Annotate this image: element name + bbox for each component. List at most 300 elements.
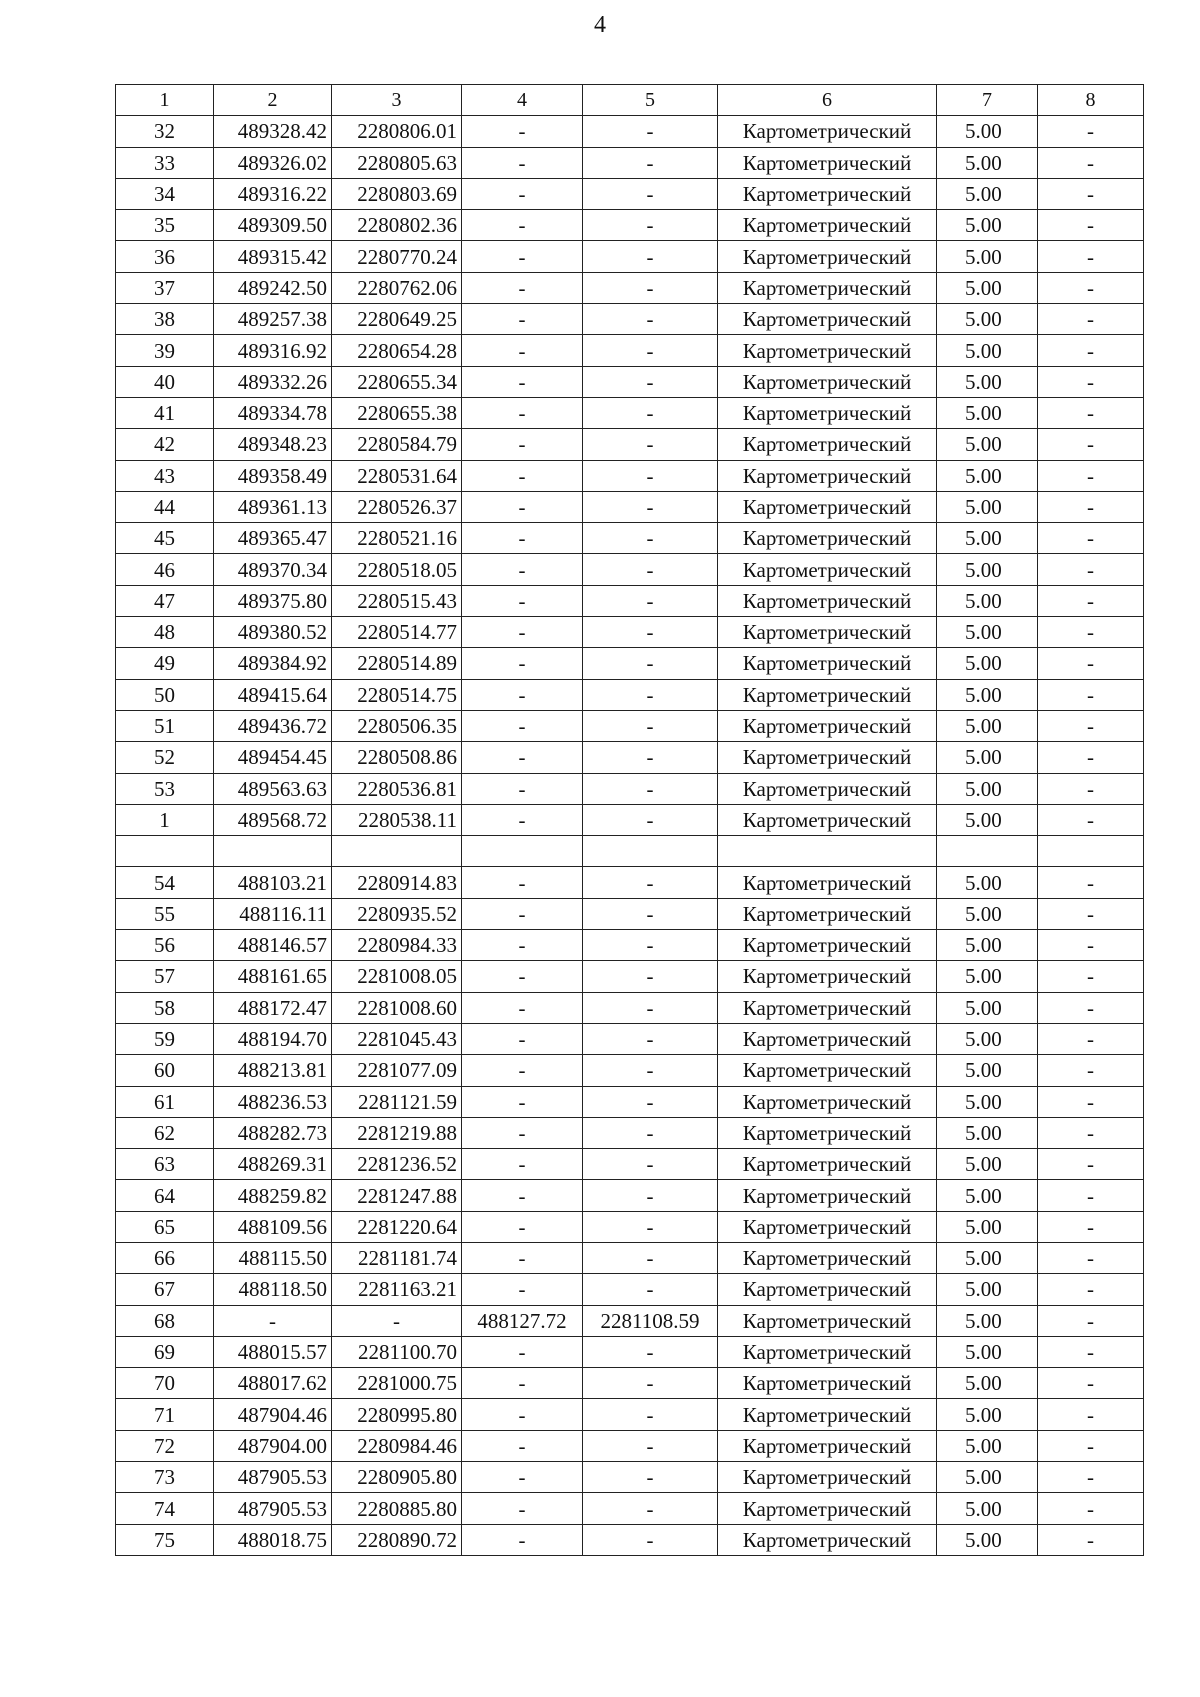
cell-y-new: - [583, 617, 718, 648]
cell-accuracy: 5.00 [937, 554, 1038, 585]
cell-accuracy: 5.00 [937, 1493, 1038, 1524]
cell-accuracy: 5.00 [937, 617, 1038, 648]
cell-x-coordinate: 488015.57 [214, 1336, 332, 1367]
cell-note: - [1038, 1242, 1144, 1273]
cell-note: - [1038, 147, 1144, 178]
cell-x-new: - [462, 397, 583, 428]
cell-x-new: - [462, 147, 583, 178]
cell-method: Картометрический [718, 1493, 937, 1524]
cell-x-coordinate: 488269.31 [214, 1149, 332, 1180]
cell-method: Картометрический [718, 491, 937, 522]
cell-x-coordinate: 489436.72 [214, 710, 332, 741]
cell-accuracy: 5.00 [937, 1180, 1038, 1211]
cell-y-coordinate: 2280984.46 [332, 1430, 462, 1461]
table-row [116, 1336, 1144, 1367]
cell-y-coordinate: 2280770.24 [332, 241, 462, 272]
cell-method: Картометрический [718, 554, 937, 585]
cell-note: - [1038, 1180, 1144, 1211]
cell-accuracy: 5.00 [937, 930, 1038, 961]
cell-y-coordinate: 2281000.75 [332, 1368, 462, 1399]
cell-y-new: - [583, 1462, 718, 1493]
cell-point-number: 57 [116, 961, 214, 992]
cell-note: - [1038, 1336, 1144, 1367]
cell-x-coordinate: 489365.47 [214, 523, 332, 554]
cell-accuracy: 5.00 [937, 585, 1038, 616]
cell-y-coordinate: 2280762.06 [332, 272, 462, 303]
cell-method: Картометрический [718, 1399, 937, 1430]
cell-point-number [116, 836, 214, 867]
cell-point-number: 50 [116, 679, 214, 710]
cell-method: Картометрический [718, 679, 937, 710]
cell-y-new: - [583, 1493, 718, 1524]
cell-y-coordinate: 2280514.89 [332, 648, 462, 679]
table-row [116, 1274, 1144, 1305]
cell-method: Картометрический [718, 1211, 937, 1242]
cell-x-coordinate: 489309.50 [214, 210, 332, 241]
cell-note: - [1038, 210, 1144, 241]
cell-method: Картометрический [718, 648, 937, 679]
cell-method: Картометрический [718, 773, 937, 804]
cell-y-new: - [583, 710, 718, 741]
table-row [116, 679, 1144, 710]
cell-x-new: - [462, 210, 583, 241]
cell-accuracy: 5.00 [937, 1368, 1038, 1399]
cell-method: Картометрический [718, 1305, 937, 1336]
cell-method: Картометрический [718, 210, 937, 241]
cell-point-number: 35 [116, 210, 214, 241]
cell-point-number: 45 [116, 523, 214, 554]
cell-x-coordinate: 489375.80 [214, 585, 332, 616]
cell-y-new: - [583, 241, 718, 272]
cell-x-new: - [462, 554, 583, 585]
cell-method: Картометрический [718, 1430, 937, 1461]
cell-y-coordinate: 2280805.63 [332, 147, 462, 178]
cell-y-new: - [583, 147, 718, 178]
cell-y-coordinate: 2280649.25 [332, 304, 462, 335]
cell-accuracy: 5.00 [937, 1149, 1038, 1180]
cell-point-number: 64 [116, 1180, 214, 1211]
cell-y-coordinate: 2280514.75 [332, 679, 462, 710]
cell-x-new [462, 836, 583, 867]
table-row [116, 710, 1144, 741]
cell-note: - [1038, 585, 1144, 616]
table-row-separator [116, 836, 1144, 867]
table-row [116, 272, 1144, 303]
cell-x-coordinate: 489454.45 [214, 742, 332, 773]
cell-y-coordinate: 2281181.74 [332, 1242, 462, 1273]
cell-method: Картометрический [718, 272, 937, 303]
cell-x-coordinate: 489358.49 [214, 460, 332, 491]
cell-note: - [1038, 617, 1144, 648]
cell-y-coordinate: 2281220.64 [332, 1211, 462, 1242]
cell-y-new: - [583, 397, 718, 428]
cell-x-new: - [462, 1023, 583, 1054]
cell-accuracy [937, 836, 1038, 867]
cell-y-new: - [583, 429, 718, 460]
cell-x-new: - [462, 585, 583, 616]
cell-method: Картометрический [718, 617, 937, 648]
cell-point-number: 52 [116, 742, 214, 773]
cell-method: Картометрический [718, 1336, 937, 1367]
cell-method: Картометрический [718, 1149, 937, 1180]
cell-note: - [1038, 648, 1144, 679]
cell-note: - [1038, 272, 1144, 303]
cell-y-new: - [583, 992, 718, 1023]
cell-y-new: - [583, 742, 718, 773]
cell-y-coordinate: 2280536.81 [332, 773, 462, 804]
cell-y-coordinate: 2280655.34 [332, 366, 462, 397]
cell-method: Картометрический [718, 241, 937, 272]
cell-point-number: 32 [116, 116, 214, 147]
cell-point-number: 70 [116, 1368, 214, 1399]
page-number: 4 [594, 12, 606, 38]
cell-y-coordinate: 2280584.79 [332, 429, 462, 460]
cell-point-number: 75 [116, 1524, 214, 1555]
cell-note: - [1038, 1524, 1144, 1555]
table-row [116, 1430, 1144, 1461]
cell-accuracy: 5.00 [937, 429, 1038, 460]
cell-y-new: - [583, 460, 718, 491]
cell-x-new: - [462, 617, 583, 648]
cell-accuracy: 5.00 [937, 867, 1038, 898]
cell-accuracy: 5.00 [937, 1023, 1038, 1054]
cell-method: Картометрический [718, 397, 937, 428]
cell-y-coordinate: 2280526.37 [332, 491, 462, 522]
cell-y-new: - [583, 898, 718, 929]
cell-y-new: 2281108.59 [583, 1305, 718, 1336]
cell-y-coordinate: 2281121.59 [332, 1086, 462, 1117]
cell-point-number: 46 [116, 554, 214, 585]
cell-point-number: 38 [116, 304, 214, 335]
cell-accuracy: 5.00 [937, 1430, 1038, 1461]
cell-x-coordinate: 488115.50 [214, 1242, 332, 1273]
cell-accuracy: 5.00 [937, 1336, 1038, 1367]
cell-note: - [1038, 804, 1144, 835]
cell-accuracy: 5.00 [937, 1117, 1038, 1148]
cell-note: - [1038, 710, 1144, 741]
cell-method: Картометрический [718, 429, 937, 460]
cell-point-number: 43 [116, 460, 214, 491]
cell-method: Картометрический [718, 178, 937, 209]
cell-x-new: - [462, 679, 583, 710]
cell-note: - [1038, 460, 1144, 491]
cell-y-coordinate: 2280905.80 [332, 1462, 462, 1493]
table-row [116, 773, 1144, 804]
cell-x-new: - [462, 1274, 583, 1305]
cell-note: - [1038, 742, 1144, 773]
cell-y-new: - [583, 304, 718, 335]
table-row [116, 1055, 1144, 1086]
table-row [116, 460, 1144, 491]
cell-y-coordinate: 2280803.69 [332, 178, 462, 209]
cell-note: - [1038, 1462, 1144, 1493]
cell-x-coordinate: 487904.00 [214, 1430, 332, 1461]
cell-point-number: 56 [116, 930, 214, 961]
cell-accuracy: 5.00 [937, 961, 1038, 992]
cell-x-coordinate: 487905.53 [214, 1493, 332, 1524]
cell-point-number: 54 [116, 867, 214, 898]
cell-x-coordinate: 488282.73 [214, 1117, 332, 1148]
table-row [116, 961, 1144, 992]
cell-x-coordinate: 489370.34 [214, 554, 332, 585]
coordinates-table [115, 84, 1144, 1556]
cell-x-coordinate: 488017.62 [214, 1368, 332, 1399]
cell-accuracy: 5.00 [937, 178, 1038, 209]
cell-note: - [1038, 241, 1144, 272]
cell-x-coordinate: 489384.92 [214, 648, 332, 679]
cell-x-new: - [462, 460, 583, 491]
cell-y-new: - [583, 585, 718, 616]
cell-accuracy: 5.00 [937, 898, 1038, 929]
cell-y-new: - [583, 1149, 718, 1180]
cell-y-new: - [583, 491, 718, 522]
cell-point-number: 63 [116, 1149, 214, 1180]
cell-y-coordinate: 2280984.33 [332, 930, 462, 961]
cell-point-number: 49 [116, 648, 214, 679]
table-row [116, 742, 1144, 773]
cell-accuracy: 5.00 [937, 648, 1038, 679]
cell-x-coordinate: 488161.65 [214, 961, 332, 992]
cell-x-new: - [462, 241, 583, 272]
table-header-row [116, 85, 1144, 116]
cell-y-coordinate: 2280806.01 [332, 116, 462, 147]
cell-method: Картометрический [718, 460, 937, 491]
table-row [116, 992, 1144, 1023]
cell-accuracy: 5.00 [937, 1086, 1038, 1117]
cell-y-coordinate: 2280654.28 [332, 335, 462, 366]
cell-x-coordinate: 489257.38 [214, 304, 332, 335]
cell-note: - [1038, 366, 1144, 397]
cell-y-coordinate: 2280802.36 [332, 210, 462, 241]
table-row [116, 1524, 1144, 1555]
cell-point-number: 61 [116, 1086, 214, 1117]
cell-x-coordinate: 488116.11 [214, 898, 332, 929]
cell-method: Картометрический [718, 1274, 937, 1305]
table-row [116, 617, 1144, 648]
cell-x-coordinate: 488236.53 [214, 1086, 332, 1117]
cell-x-new: - [462, 648, 583, 679]
cell-accuracy: 5.00 [937, 335, 1038, 366]
cell-x-new: - [462, 1055, 583, 1086]
cell-note: - [1038, 992, 1144, 1023]
cell-point-number: 36 [116, 241, 214, 272]
header-cell-6: 6 [718, 85, 937, 116]
header-cell-2: 2 [214, 85, 332, 116]
cell-y-new: - [583, 1086, 718, 1117]
cell-accuracy: 5.00 [937, 147, 1038, 178]
cell-note: - [1038, 491, 1144, 522]
cell-method: Картометрический [718, 898, 937, 929]
cell-x-coordinate: 488194.70 [214, 1023, 332, 1054]
cell-method: Картометрический [718, 1086, 937, 1117]
cell-x-coordinate: 489316.92 [214, 335, 332, 366]
table-row [116, 116, 1144, 147]
cell-y-new: - [583, 1336, 718, 1367]
table-row [116, 335, 1144, 366]
cell-x-new: 488127.72 [462, 1305, 583, 1336]
cell-x-new: - [462, 1149, 583, 1180]
cell-accuracy: 5.00 [937, 679, 1038, 710]
cell-y-coordinate: 2280531.64 [332, 460, 462, 491]
cell-y-coordinate: 2280935.52 [332, 898, 462, 929]
cell-x-coordinate: 488172.47 [214, 992, 332, 1023]
cell-x-new: - [462, 1180, 583, 1211]
cell-note: - [1038, 1430, 1144, 1461]
cell-y-coordinate: 2280914.83 [332, 867, 462, 898]
cell-x-coordinate: 488018.75 [214, 1524, 332, 1555]
cell-note: - [1038, 554, 1144, 585]
cell-x-coordinate: - [214, 1305, 332, 1336]
table-row [116, 1023, 1144, 1054]
cell-accuracy: 5.00 [937, 116, 1038, 147]
cell-method: Картометрический [718, 1242, 937, 1273]
cell-point-number: 59 [116, 1023, 214, 1054]
cell-y-coordinate: 2280514.77 [332, 617, 462, 648]
header-cell-3: 3 [332, 85, 462, 116]
cell-point-number: 41 [116, 397, 214, 428]
cell-note: - [1038, 304, 1144, 335]
cell-point-number: 44 [116, 491, 214, 522]
cell-note: - [1038, 1055, 1144, 1086]
cell-x-new: - [462, 1524, 583, 1555]
cell-method: Картометрический [718, 804, 937, 835]
cell-method: Картометрический [718, 1117, 937, 1148]
cell-note: - [1038, 773, 1144, 804]
cell-x-coordinate: 489316.22 [214, 178, 332, 209]
cell-x-new: - [462, 1462, 583, 1493]
cell-method [718, 836, 937, 867]
cell-point-number: 65 [116, 1211, 214, 1242]
cell-note: - [1038, 523, 1144, 554]
cell-note: - [1038, 679, 1144, 710]
cell-point-number: 39 [116, 335, 214, 366]
cell-x-coordinate: 488103.21 [214, 867, 332, 898]
cell-y-coordinate: 2280518.05 [332, 554, 462, 585]
cell-y-new: - [583, 961, 718, 992]
cell-note: - [1038, 898, 1144, 929]
cell-method: Картометрический [718, 710, 937, 741]
table-row [116, 178, 1144, 209]
cell-point-number: 1 [116, 804, 214, 835]
table-row [116, 429, 1144, 460]
cell-x-new: - [462, 992, 583, 1023]
cell-y-coordinate: 2280508.86 [332, 742, 462, 773]
cell-y-coordinate: 2280521.16 [332, 523, 462, 554]
header-cell-5: 5 [583, 85, 718, 116]
cell-x-new: - [462, 116, 583, 147]
cell-x-new: - [462, 304, 583, 335]
cell-y-coordinate: 2281236.52 [332, 1149, 462, 1180]
cell-point-number: 71 [116, 1399, 214, 1430]
cell-y-new [583, 836, 718, 867]
cell-method: Картометрический [718, 961, 937, 992]
cell-x-new: - [462, 1336, 583, 1367]
cell-y-new: - [583, 1055, 718, 1086]
cell-y-new: - [583, 1211, 718, 1242]
cell-y-coordinate: 2281100.70 [332, 1336, 462, 1367]
cell-y-new: - [583, 804, 718, 835]
cell-point-number: 42 [116, 429, 214, 460]
cell-note: - [1038, 335, 1144, 366]
cell-accuracy: 5.00 [937, 1305, 1038, 1336]
cell-y-coordinate: 2281163.21 [332, 1274, 462, 1305]
cell-method: Картометрический [718, 1180, 937, 1211]
cell-x-new: - [462, 1368, 583, 1399]
cell-note: - [1038, 1305, 1144, 1336]
table-body [116, 85, 1144, 1556]
cell-accuracy: 5.00 [937, 366, 1038, 397]
cell-point-number: 48 [116, 617, 214, 648]
table-row [116, 1399, 1144, 1430]
table-row [116, 491, 1144, 522]
cell-y-new: - [583, 867, 718, 898]
cell-method: Картометрический [718, 1462, 937, 1493]
cell-x-coordinate: 488259.82 [214, 1180, 332, 1211]
cell-point-number: 72 [116, 1430, 214, 1461]
cell-y-new: - [583, 1399, 718, 1430]
cell-x-new: - [462, 1399, 583, 1430]
cell-y-coordinate: 2280890.72 [332, 1524, 462, 1555]
cell-y-new: - [583, 1117, 718, 1148]
cell-point-number: 51 [116, 710, 214, 741]
header-cell-4: 4 [462, 85, 583, 116]
table-row [116, 930, 1144, 961]
cell-y-new: - [583, 523, 718, 554]
cell-method: Картометрический [718, 335, 937, 366]
cell-y-new: - [583, 366, 718, 397]
cell-x-coordinate: 489315.42 [214, 241, 332, 272]
cell-method: Картометрический [718, 147, 937, 178]
cell-accuracy: 5.00 [937, 1274, 1038, 1305]
table-row [116, 1117, 1144, 1148]
cell-x-coordinate: 489568.72 [214, 804, 332, 835]
cell-x-coordinate: 489415.64 [214, 679, 332, 710]
cell-y-coordinate: 2281077.09 [332, 1055, 462, 1086]
cell-note: - [1038, 1368, 1144, 1399]
cell-x-coordinate: 488146.57 [214, 930, 332, 961]
cell-x-new: - [462, 961, 583, 992]
cell-accuracy: 5.00 [937, 523, 1038, 554]
cell-accuracy: 5.00 [937, 1242, 1038, 1273]
cell-x-coordinate: 489326.02 [214, 147, 332, 178]
cell-x-new: - [462, 1493, 583, 1524]
cell-accuracy: 5.00 [937, 272, 1038, 303]
cell-point-number: 60 [116, 1055, 214, 1086]
cell-note: - [1038, 1086, 1144, 1117]
table-row [116, 554, 1144, 585]
header-cell-8: 8 [1038, 85, 1144, 116]
cell-method: Картометрический [718, 366, 937, 397]
cell-method: Картометрический [718, 523, 937, 554]
cell-x-coordinate: 489328.42 [214, 116, 332, 147]
cell-x-coordinate: 488109.56 [214, 1211, 332, 1242]
cell-note: - [1038, 1211, 1144, 1242]
header-cell-1: 1 [116, 85, 214, 116]
cell-point-number: 33 [116, 147, 214, 178]
cell-x-coordinate: 489563.63 [214, 773, 332, 804]
cell-y-coordinate: 2281219.88 [332, 1117, 462, 1148]
cell-accuracy: 5.00 [937, 742, 1038, 773]
cell-x-new: - [462, 867, 583, 898]
cell-x-new: - [462, 710, 583, 741]
cell-point-number: 34 [116, 178, 214, 209]
cell-x-coordinate: 487905.53 [214, 1462, 332, 1493]
table-row [116, 147, 1144, 178]
table-row [116, 1305, 1144, 1336]
cell-x-new: - [462, 178, 583, 209]
table-row [116, 304, 1144, 335]
cell-accuracy: 5.00 [937, 491, 1038, 522]
